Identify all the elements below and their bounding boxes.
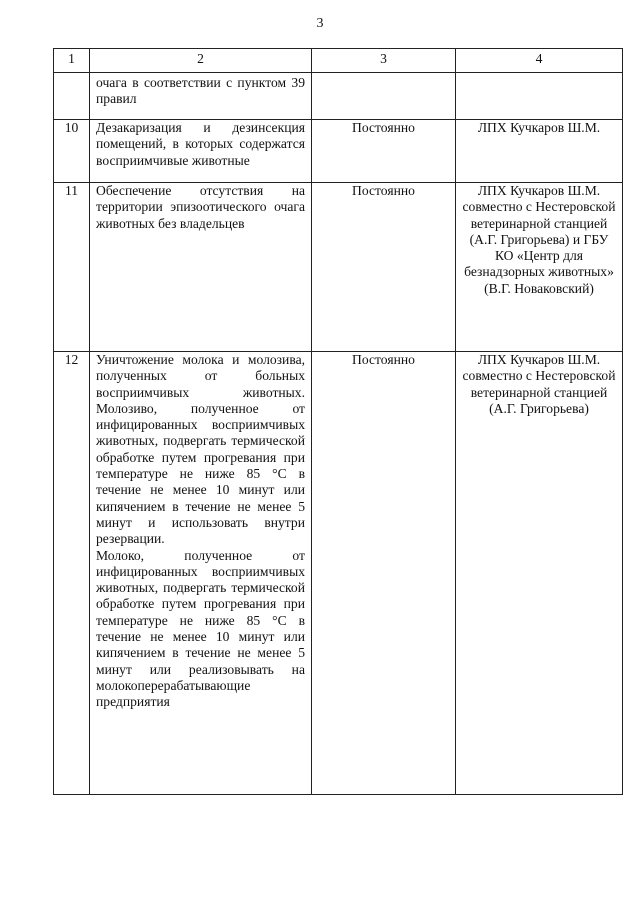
measure-description — [90, 120, 312, 183]
measures-table — [53, 48, 623, 795]
measure-term: Постоянно — [312, 120, 456, 183]
table-row — [54, 352, 623, 795]
page-number: 3 — [316, 16, 324, 31]
column-header-responsible: 4 — [456, 49, 623, 73]
measure-description — [90, 183, 312, 352]
measure-description — [90, 73, 312, 120]
measure-term: Постоянно — [312, 183, 456, 352]
measure-text-colostrum: Уничтожение молока и молозива, полученных от больных восприимчивых животных. Молозиво, полученное от инфицированных восприимчивых животных, подвергать термической обработке путем прогревания при температуре не ниже 85 °С в течение не менее 10 минут или кипячением в течение не менее 5 минут и использовать внутри резервации. — [96, 352, 305, 547]
measure-responsible: ЛПХ Кучкаров Ш.М. совместно с Нестеровской ветеринарной станцией (А.Г. Григорьева) и ГБУ КО «Центр для безнадзорных животных» (В.Г. Новаковский) — [456, 183, 623, 352]
column-header-term: 3 — [312, 49, 456, 73]
measure-text: очага в соответствии с пунктом 39 правил — [96, 75, 305, 107]
table-row — [54, 73, 623, 120]
measure-description — [90, 352, 312, 795]
measure-term — [312, 73, 456, 120]
measure-text: Дезакаризация и дезинсекция помещений, в которых содержатся восприимчивые животные — [96, 120, 305, 168]
table-header-row — [54, 49, 623, 73]
row-number — [54, 73, 90, 120]
measure-text-milk: Молоко, полученное от инфицированных восприимчивых животных, подвергать термической обработке путем прогревания при температуре не ниже 85 °С в течение не менее 10 минут или кипячением в течение не менее 5 минут или реализовывать на молокоперерабатывающие предприятия — [96, 547, 305, 710]
measure-responsible — [456, 73, 623, 120]
measure-text: Обеспечение отсутствия на территории эпизоотического очага животных без владельцев — [96, 183, 305, 231]
row-number: 10 — [54, 120, 90, 183]
row-number: 12 — [54, 352, 90, 795]
row-number: 11 — [54, 183, 90, 352]
column-header-number: 1 — [54, 49, 90, 73]
column-header-measure: 2 — [90, 49, 312, 73]
measure-term: Постоянно — [312, 352, 456, 795]
measure-responsible: ЛПХ Кучкаров Ш.М. совместно с Нестеровской ветеринарной станцией (А.Г. Григорьева) — [456, 352, 623, 795]
table-row — [54, 120, 623, 183]
measure-responsible: ЛПХ Кучкаров Ш.М. — [456, 120, 623, 183]
table-row — [54, 183, 623, 352]
